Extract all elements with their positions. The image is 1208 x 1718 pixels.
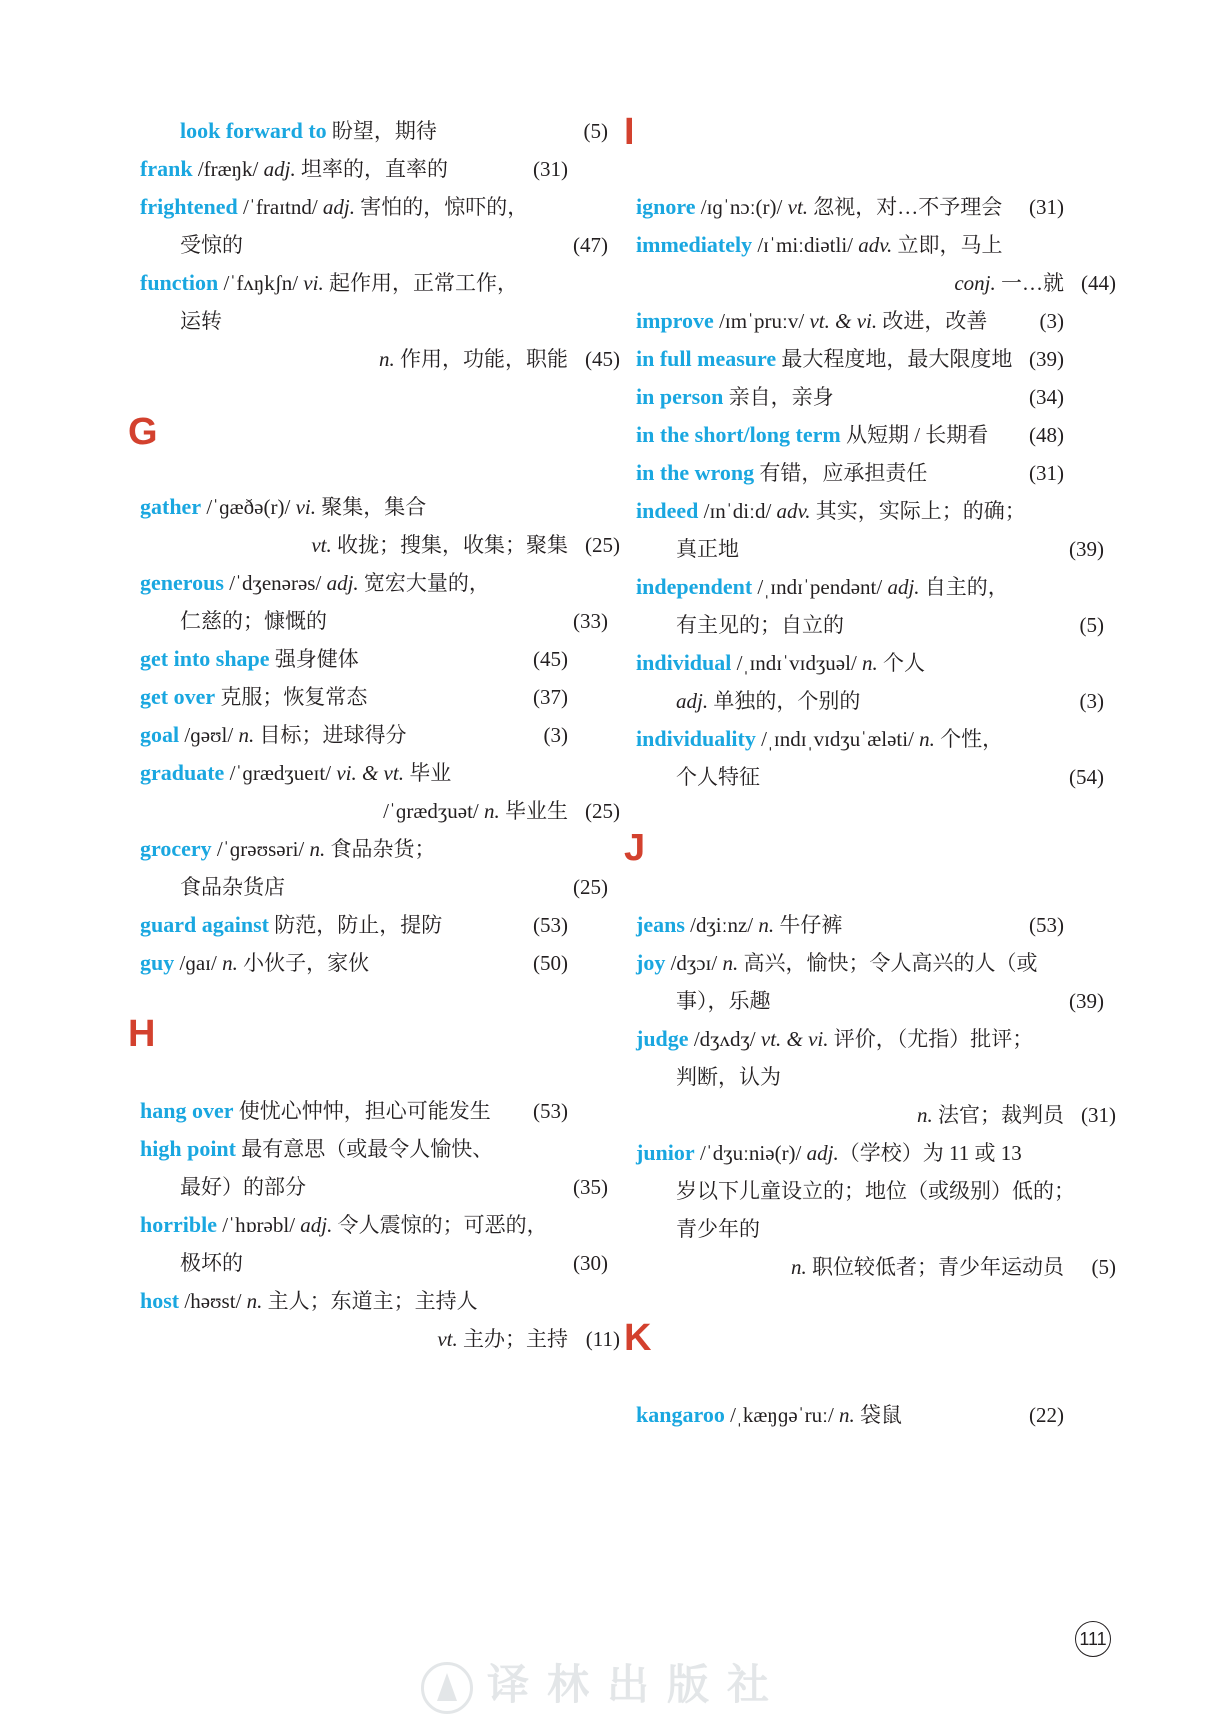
phonetic-or-definition: /ˈdʒuːniə(r)/ (694, 1141, 807, 1165)
glossary-entry (140, 269, 568, 297)
definition: 极坏的 (180, 1251, 243, 1275)
phonetic-or-definition: /ˈɡæðə(r)/ (201, 495, 296, 519)
entry-continuation (140, 307, 608, 335)
glossary-entry (140, 911, 568, 939)
section-letter-g: G (128, 411, 158, 453)
headword: get into shape (140, 646, 270, 671)
section-letter-k: K (624, 1317, 652, 1359)
glossary-entry (636, 345, 1064, 373)
unit-page-ref: (25) (585, 799, 620, 823)
glossary-entry (140, 683, 568, 711)
headword: generous (140, 570, 224, 595)
glossary-entry (636, 459, 1064, 487)
glossary-entry (636, 725, 1064, 753)
definition: 毕业生 (499, 799, 568, 823)
headword: in full measure (636, 346, 777, 371)
glossary-entry (140, 493, 568, 521)
page-number: 111 (1075, 1621, 1111, 1657)
definition: 有主见的；自立的 (676, 613, 844, 637)
entry-continuation (636, 1215, 1104, 1243)
unit-page-ref: (47) (573, 233, 608, 257)
glossary-entry (140, 193, 568, 221)
definition: 作用，功能，职能 (394, 347, 568, 371)
headword: immediately (636, 232, 753, 257)
definition: 法官；裁判员 (932, 1103, 1064, 1127)
publisher-watermark (0, 1652, 1208, 1714)
definition: 忽视，对…不予理会 (808, 195, 1003, 219)
definition: 仁慈的；慷慨的 (180, 609, 327, 633)
glossary-entry (636, 949, 1064, 977)
phonetic-or-definition: 防范，防止，提防 (268, 913, 443, 937)
definition: 判断，认为 (676, 1065, 781, 1089)
glossary-entry (140, 759, 568, 787)
definition: 最好）的部分 (180, 1175, 306, 1199)
entry-continuation (140, 345, 620, 373)
headword: individual (636, 650, 732, 675)
phonetic-or-definition: 强身健体 (269, 647, 359, 671)
headword: frightened (140, 194, 238, 219)
entry-continuation (140, 1325, 620, 1353)
phonetic-or-definition: /ˌɪndɪˌvɪdʒuˈæləti/ (755, 727, 920, 751)
part-of-speech: n. (222, 951, 238, 975)
definition: 单独的，个别的 (708, 689, 861, 713)
headword: host (140, 1288, 180, 1313)
glossary-entry (140, 949, 568, 977)
unit-page-ref: (39) (1069, 989, 1104, 1013)
section-letter-i: I (624, 111, 635, 153)
publisher-logo-icon (421, 1662, 473, 1714)
definition: 个人 (877, 651, 926, 675)
unit-page-ref: (31) (533, 157, 568, 181)
phonetic-or-definition: /ˈfʌŋkʃn/ (218, 271, 304, 295)
headword: individuality (636, 726, 756, 751)
headword: frank (140, 156, 193, 181)
definition: 毕业 (403, 761, 452, 785)
phonetic-or-definition: /ɪmˈpruːv/ (713, 309, 810, 333)
definition: 改进，改善 (877, 309, 988, 333)
phonetic-or-definition: 最大程度地，最大限度地 (776, 347, 1013, 371)
part-of-speech: vi. (303, 271, 324, 295)
section-letter-h: H (128, 1013, 156, 1055)
section-letter-j: J (624, 827, 646, 869)
glossary-entry (636, 1139, 1064, 1167)
part-of-speech: n. (862, 651, 878, 675)
definition: 食品杂货； (325, 837, 436, 861)
part-of-speech: n. (484, 799, 500, 823)
entry-continuation (140, 1249, 608, 1277)
phonetic-or-definition: 最有意思（或最令人愉快、 (236, 1137, 494, 1161)
glossary-entry (636, 307, 1064, 335)
unit-page-ref: (39) (1029, 347, 1064, 371)
headword: in the wrong (636, 460, 755, 485)
entry-continuation (140, 1173, 608, 1201)
entry-continuation (140, 607, 608, 635)
part-of-speech: vt. (787, 195, 809, 219)
headword: hang over (140, 1098, 234, 1123)
phonetic-or-definition: 有错，应承担责任 (754, 461, 928, 485)
unit-page-ref: (33) (573, 609, 608, 633)
unit-page-ref: (45) (585, 347, 620, 371)
glossary-entry (140, 645, 568, 673)
part-of-speech: adj. (263, 157, 296, 181)
glossary-entry (636, 911, 1064, 939)
unit-page-ref: (34) (1029, 385, 1064, 409)
phonetic-or-definition: /ˌkæŋɡəˈruː/ (724, 1403, 840, 1427)
unit-page-ref: (5) (1079, 613, 1104, 637)
phonetic-or-definition: /fræŋk/ (192, 157, 264, 181)
entry-continuation (140, 231, 608, 259)
phonetic-or-definition: 使忧心忡忡，担心可能发生 (233, 1099, 491, 1123)
glossary-entry (636, 649, 1064, 677)
part-of-speech: n. (722, 951, 739, 975)
phonetic-or-definition: /ɪˈmiːdiətli/ (752, 233, 859, 257)
definition: 自主的， (919, 575, 1009, 599)
definition: 运转 (180, 309, 222, 333)
entry-continuation (140, 531, 620, 559)
definition: 个性， (934, 727, 1004, 751)
definition: 主人；东道主；主持人 (262, 1289, 478, 1313)
definition: 收拢；搜集，收集；聚集 (331, 533, 568, 557)
part-of-speech: n. (919, 727, 935, 751)
headword: in person (636, 384, 724, 409)
publisher-name: 译林出版社 (486, 1660, 787, 1709)
unit-page-ref: (37) (533, 685, 568, 709)
phonetic-or-definition: /dʒʌdʒ/ (688, 1027, 761, 1051)
definition: 真正地 (676, 537, 739, 561)
unit-page-ref: (25) (585, 533, 620, 557)
definition: 食品杂货店 (180, 875, 285, 899)
glossary-entry (636, 421, 1064, 449)
entry-continuation (636, 687, 1104, 715)
part-of-speech: n. (379, 347, 395, 371)
unit-page-ref: (45) (533, 647, 568, 671)
glossary-entry (140, 1097, 568, 1125)
headword: goal (140, 722, 180, 747)
definition: 高兴，愉快；令人高兴的人（或 (738, 951, 1038, 975)
phonetic-or-definition: /dʒiːnz/ (684, 913, 759, 937)
headword: horrible (140, 1212, 217, 1237)
unit-page-ref: (22) (1029, 1403, 1064, 1427)
entry-continuation (636, 535, 1104, 563)
definition: 令人震惊的；可恶的， (332, 1213, 548, 1237)
headword: in the short/long term (636, 422, 841, 447)
part-of-speech: adj. (322, 195, 355, 219)
part-of-speech: adv. (858, 233, 893, 257)
entry-continuation (636, 1177, 1104, 1205)
unit-page-ref: (3) (1079, 689, 1104, 713)
unit-page-ref: (53) (533, 1099, 568, 1123)
glossary-entry (140, 1211, 568, 1239)
headword: high point (140, 1136, 236, 1161)
phonetic-or-definition: /dʒɔɪ/ (665, 951, 723, 975)
definition: 其实，实际上；的确； (810, 499, 1026, 523)
definition: 聚集，集合 (315, 495, 427, 519)
phonetic-or-definition: /ˈɡrəʊsəri/ (211, 837, 310, 861)
glossary-entry (636, 497, 1064, 525)
definition: （学校）为 11 或 13 (838, 1141, 1022, 1165)
part-of-speech: n. (758, 913, 775, 937)
unit-page-ref: (5) (1091, 1255, 1116, 1279)
definition: 评价，（尤指）批评； (828, 1027, 1034, 1051)
unit-page-ref: (44) (1081, 271, 1116, 295)
headword: guy (140, 950, 175, 975)
entry-continuation (636, 1063, 1104, 1091)
glossary-entry (140, 835, 568, 863)
definition: 青少年的 (676, 1217, 760, 1241)
definition: 职位较低者；青少年运动员 (806, 1255, 1064, 1279)
part-of-speech: vi. (295, 495, 316, 519)
definition: 事），乐趣 (676, 989, 771, 1013)
definition: 目标；进球得分 (254, 723, 407, 747)
part-of-speech: adv. (776, 499, 811, 523)
definition: 袋鼠 (854, 1403, 903, 1427)
headword: judge (636, 1026, 689, 1051)
part-of-speech: vt. & vi. (760, 1027, 829, 1051)
phonetic-or-definition: /ˈhɒrəbl/ (217, 1213, 301, 1237)
phonetic-or-definition: /ˌɪndɪˈvɪdʒuəl/ (731, 651, 863, 675)
unit-page-ref: (30) (573, 1251, 608, 1275)
unit-page-ref: (11) (585, 1327, 620, 1351)
entry-continuation (636, 611, 1104, 639)
phonetic-or-definition: /ɡəʊl/ (179, 723, 239, 747)
phonetic-or-definition: /ɡaɪ/ (174, 951, 223, 975)
headword: junior (636, 1140, 695, 1165)
unit-page-ref: (31) (1029, 461, 1064, 485)
phonetic-or-definition: /ˈdʒenərəs/ (223, 571, 327, 595)
part-of-speech: n. (839, 1403, 855, 1427)
entry-continuation (140, 797, 620, 825)
part-of-speech: vi. & vt. (336, 761, 404, 785)
glossary-entry (140, 1287, 568, 1315)
definition: 个人特征 (676, 765, 760, 789)
headword: graduate (140, 760, 225, 785)
phonetic-or-definition: /ɪɡˈnɔː(r)/ (695, 195, 788, 219)
part-of-speech: n. (309, 837, 326, 861)
unit-page-ref: (31) (1081, 1103, 1116, 1127)
headword: indeed (636, 498, 699, 523)
definition: 宽宏大量的， (358, 571, 490, 595)
entry-continuation (140, 873, 608, 901)
part-of-speech: vt. (311, 533, 332, 557)
definition: 立即，马上 (892, 233, 1003, 257)
glossary-entry (140, 721, 568, 749)
headword: jeans (636, 912, 685, 937)
unit-page-ref: (50) (533, 951, 568, 975)
definition: 岁以下儿童设立的；地位（或级别）低的； (676, 1179, 1075, 1203)
unit-page-ref: (5) (583, 119, 608, 143)
part-of-speech: adj. (300, 1213, 333, 1237)
phonetic-or-definition: /ˈfraɪtnd/ (237, 195, 323, 219)
unit-page-ref: (54) (1069, 765, 1104, 789)
unit-page-ref: (3) (543, 723, 568, 747)
part-of-speech: adj. (326, 571, 359, 595)
unit-page-ref: (31) (1029, 195, 1064, 219)
glossary-entry (140, 1135, 568, 1163)
definition: 受惊的 (180, 233, 243, 257)
entry-continuation (636, 1253, 1116, 1281)
phonetic-or-definition: /ˈɡrædʒueɪt/ (224, 761, 337, 785)
unit-page-ref: (25) (573, 875, 608, 899)
glossary-entry (636, 1025, 1064, 1053)
part-of-speech: n. (238, 723, 255, 747)
glossary-entry (140, 117, 608, 145)
part-of-speech: n. (917, 1103, 933, 1127)
definition: 一…就 (995, 271, 1064, 295)
part-of-speech: n. (791, 1255, 807, 1279)
part-of-speech: conj. (954, 271, 996, 295)
definition: 起作用，正常工作， (323, 271, 518, 295)
part-of-speech: vt. & vi. (809, 309, 878, 333)
glossary-entry (140, 155, 568, 183)
part-of-speech: vt. (437, 1327, 458, 1351)
entry-continuation (636, 987, 1104, 1015)
headword: guard against (140, 912, 269, 937)
headword: independent (636, 574, 753, 599)
phonetic-or-definition: /ɪnˈdiːd/ (698, 499, 777, 523)
headword: look forward to (180, 118, 327, 143)
headword: grocery (140, 836, 212, 861)
definition: 害怕的，惊吓的， (355, 195, 529, 219)
entry-continuation (636, 763, 1104, 791)
headword: joy (636, 950, 666, 975)
phonetic-or-definition: 克服；恢复常态 (215, 685, 368, 709)
headword: ignore (636, 194, 696, 219)
phonetic-or-definition: 从短期 / 长期看 (840, 423, 989, 447)
phonetic-or-definition: /həʊst/ (179, 1289, 247, 1313)
headword: improve (636, 308, 714, 333)
unit-page-ref: (3) (1039, 309, 1064, 333)
unit-page-ref: (53) (1029, 913, 1064, 937)
glossary-entry (636, 383, 1064, 411)
unit-page-ref: (48) (1029, 423, 1064, 447)
part-of-speech: adj. (676, 689, 709, 713)
headword: get over (140, 684, 216, 709)
phonetic-or-definition: 亲自，亲身 (723, 385, 834, 409)
definition: 小伙子，家伙 (237, 951, 370, 975)
unit-page-ref: (39) (1069, 537, 1104, 561)
part-of-speech: n. (246, 1289, 263, 1313)
definition: 坦率的，直率的 (295, 157, 448, 181)
glossary-entry (636, 1401, 1064, 1429)
glossary-entry (140, 569, 568, 597)
headword: gather (140, 494, 202, 519)
part-of-speech: adj. (806, 1141, 839, 1165)
part-of-speech: adj. (887, 575, 920, 599)
definition: /ˈɡrædʒuət/ (383, 799, 484, 823)
definition: 牛仔裤 (774, 913, 843, 937)
phonetic-or-definition: 盼望，期待 (326, 119, 437, 143)
entry-continuation (636, 269, 1116, 297)
glossary-entry (636, 573, 1064, 601)
entry-continuation (636, 1101, 1116, 1129)
headword: function (140, 270, 219, 295)
glossary-entry (636, 193, 1064, 221)
unit-page-ref: (53) (533, 913, 568, 937)
phonetic-or-definition: /ˌɪndɪˈpendənt/ (752, 575, 888, 599)
headword: kangaroo (636, 1402, 725, 1427)
unit-page-ref: (35) (573, 1175, 608, 1199)
definition: 主办；主持 (457, 1327, 568, 1351)
glossary-entry (636, 231, 1064, 259)
